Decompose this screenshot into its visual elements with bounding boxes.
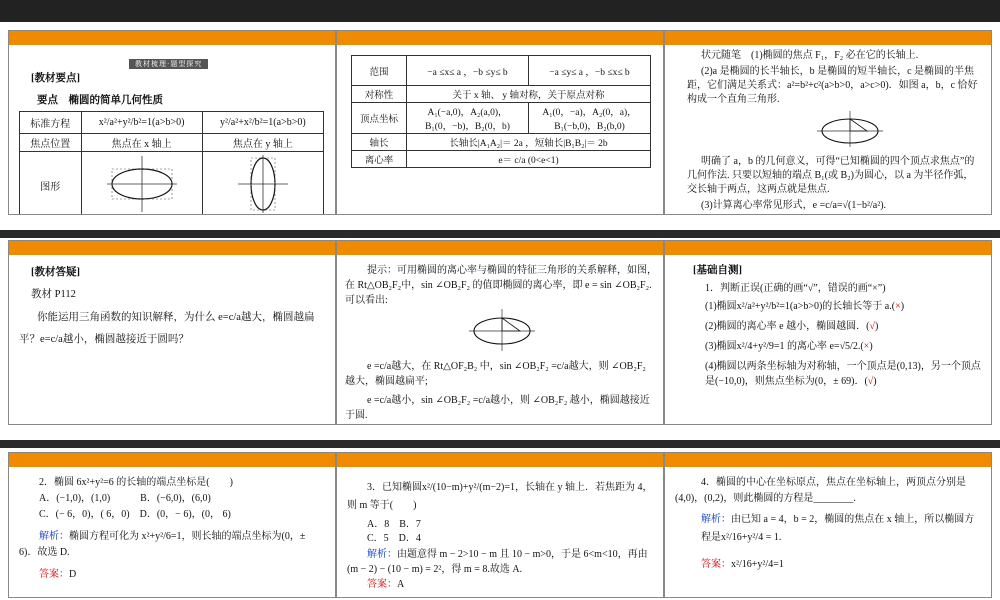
slide-9[interactable] [664,452,992,598]
table-cell: 焦点在 x 轴上 [81,134,202,152]
solution-label: 解析： [367,549,397,560]
table-cell: y²/a²+x²/b²=1(a>b>0) [202,112,323,134]
close-paren: ) [874,321,879,332]
slide-header-bar [9,241,335,255]
solution-text: 由已知 a = 4，b = 2，椭圆的焦点在 x 轴上，所以椭圆方程是x²/16+y²/4 = 1. [701,514,975,543]
properties-table [19,111,324,215]
solution-3 [347,547,655,577]
slide-header-bar [9,31,335,45]
answer-3 [367,577,404,593]
table-cell: 焦点位置 [20,134,82,152]
section-heading: [教材答疑] [31,267,80,278]
textbook-reference: 教材 P112 [31,289,76,300]
table-cell: −a ≤x≤ a ，−b ≤y≤ b [407,56,529,86]
explanation-1: e =c/a越大，在 Rt△OF₂B₂ 中，sin ∠OB₂F₂ =c/a越大，则 ∠OB₂F₂ 越大，椭圆越扁平; [345,361,646,387]
options-cd: C．(− 6，0)，( 6，0) D．(0，− 6)，(0， 6) [39,509,231,520]
solution-4 [701,511,981,547]
answer-4 [701,557,784,573]
slide-5[interactable] [336,240,664,425]
judge-answer: √ [867,376,874,387]
judge-item-1 [705,299,985,315]
solution-text: 由题意得 m − 2>10 − m 且 10 − m>0，于是 6<m<10，再由(m − 2) − (10 − m) = 2²，得 m = 8.故选 A. [347,549,648,575]
note-line-4: (3)计算离心率常见形式，e =c/a=√(1−b²/a²). [701,200,887,211]
explanation-2: e =c/a越小，sin ∠OB₂F₂ =c/a越小，则 ∠OB₂F₂ 越小，椭圆越接近于圆. [345,395,650,421]
slide-4[interactable] [8,240,336,425]
row-divider [0,230,1000,238]
table-cell: 焦点在 y 轴上 [202,134,323,152]
hint-text: 提示：可用椭圆的离心率与椭圆的特征三角形的关系解释，如图，在 Rt△OB₂F₂中，sin ∠OB₂F₂ 的值即椭圆的离心率，即 e = sin ∠OB₂F₂.可以看出: [345,265,657,306]
table-cell: 对称性 [352,86,407,103]
judge-item-2 [705,319,985,335]
horizontal-ellipse-figure [102,154,182,214]
judge-item-text: (3)椭圆x²/4+y²/9=1 的离心率 e=√5/2.( [705,341,864,352]
question-3: 3．已知椭圆x²/(10−m)+y²/(m−2)=1，长轴在 y 轴上．若焦距为 4，则 m 等于( ) [347,482,653,511]
table-cell [202,152,323,216]
table-cell: 关于 x 轴、 y 轴对称，关于原点对称 [407,86,651,103]
slide-6[interactable] [664,240,992,425]
options-cd: C．5 D．4 [367,533,421,544]
judge-answer: × [895,301,901,312]
table-cell: 离心率 [352,151,407,168]
judge-item-text: (1)椭圆x²/a²+y²/b²=1(a>b>0)的长轴长等于 a.( [705,301,896,312]
note-line-1: 状元随笔 (1)椭圆的焦点 F₁，F₂ 必在它的长轴上. [701,50,919,61]
answer-label: 答案： [367,579,397,590]
table-row [352,134,651,151]
vertical-ellipse-figure [233,153,293,215]
table-row [20,152,324,216]
table-row [352,103,651,134]
options-ab: A．8 B．7 [367,519,421,530]
section-heading: [教材要点] [31,73,80,84]
slide-header-bar [337,453,663,467]
options-ab: A．(−1,0)，(1,0) B．(−6,0)，(6,0) [39,493,211,504]
question-4: 4．椭圆的中心在坐标原点，焦点在坐标轴上，两顶点分别是(4,0)，(0,2)，则此椭圆的方程是________. [675,477,966,504]
judge-item-text: (4)椭圆以两条坐标轴为对称轴，一个顶点是(0,13)，另一个顶点是(−10,0)，则焦点坐标为(0，± 69)．( [705,361,981,387]
slide-header-bar [337,31,663,45]
slide-header-bar [665,453,991,467]
table-cell: A₁(−a,0)，A₂(a,0)，B₁(0，−b)，B₂(0，b) [407,103,529,134]
judge-intro: 1．判断正误(正确的画“√”，错误的画“×”) [705,283,886,294]
slide-7[interactable] [8,452,336,598]
question-text: 你能运用三角函数的知识解释，为什么 e=c/a越大，椭圆越扁平？e=c/a越小，椭圆越接近于圆吗？ [19,312,315,345]
table-cell: 顶点坐标 [352,103,407,134]
slide-header-bar [9,453,335,467]
close-paren: ) [900,301,905,312]
section-stamp: 教材梳理·题型探究 [129,59,208,69]
table-cell: A₁(0，−a)，A₂(0，a)，B₁(−b,0)，B₂(b,0) [529,103,651,134]
judge-item-text: (2)椭圆的离心率 e 越小，椭圆越圆．( [705,321,870,332]
judge-answer: × [863,341,870,352]
question-2: 2．椭圆 6x²+y²=6 的长轴的端点坐标是( ) [39,477,233,488]
note-line-2: (2)a 是椭圆的长半轴长，b 是椭圆的短半轴长，c 是椭圆的半焦距，它们满足关系式：a²=b²+c²(a>b>0，a>c>0)．如图 a，b，c 恰好构成一个直角三角形. [687,66,978,105]
table-row [20,134,324,152]
slide-1[interactable] [8,30,336,215]
slide-header-bar [337,241,663,255]
answer-2 [39,567,76,583]
table-row [20,112,324,134]
table-row [352,151,651,168]
table-row [352,86,651,103]
row-divider [0,440,1000,448]
answer-value: D [69,569,77,580]
answer-label: 答案： [39,569,69,580]
solution-2 [19,529,325,561]
table-cell: x²/a²+y²/b²=1(a>b>0) [81,112,202,134]
slide-header-bar [665,241,991,255]
table-cell: 图形 [20,152,82,216]
note-line-3: 明确了 a，b 的几何意义，可得“已知椭圆的四个顶点求焦点”的几何作法. 只要以短轴的端点 B₁(或 B₂)为圆心，以 a 为半径作弧，交长轴于两点，这两点就是焦点. [687,156,975,195]
ellipse-triangle-figure [467,307,537,353]
slide-8[interactable] [336,452,664,598]
answer-value: A [397,579,405,590]
table-cell: −a ≤y≤ a ，−b ≤x≤ b [529,56,651,86]
judge-answer: √ [869,321,875,332]
judge-item-3 [705,339,985,355]
table-row [352,56,651,86]
solution-text: 椭圆方程可化为 x²+y²/6=1，则长轴的端点坐标为(0，± 6)．故选 D. [19,531,306,558]
slide-header-bar [665,31,991,45]
ellipse-triangle-figure [815,109,885,149]
table-cell: 长轴长|A₁A₂|＝ 2a ，短轴长|B₁B₂|＝ 2b [407,134,651,151]
answer-label: 答案： [701,559,731,570]
slide-3[interactable] [664,30,992,215]
top-toolbar [0,0,1000,22]
close-paren: ) [869,341,873,352]
solution-label: 解析： [39,531,69,542]
slide-2[interactable] [336,30,664,215]
table-cell: 轴长 [352,134,407,151]
table-cell: 范围 [352,56,407,86]
table-cell: 标准方程 [20,112,82,134]
table-cell [81,152,202,216]
properties-table-2 [351,55,651,168]
table-cell: e＝ c/a (0<e<1) [407,151,651,168]
point-title: 要点 椭圆的简单几何性质 [37,95,163,106]
solution-label: 解析： [701,514,731,525]
judge-item-4 [705,359,985,389]
answer-value: x²/16+y²/4=1 [731,559,784,570]
close-paren: ) [873,376,877,387]
section-heading: [基础自测] [693,265,742,276]
